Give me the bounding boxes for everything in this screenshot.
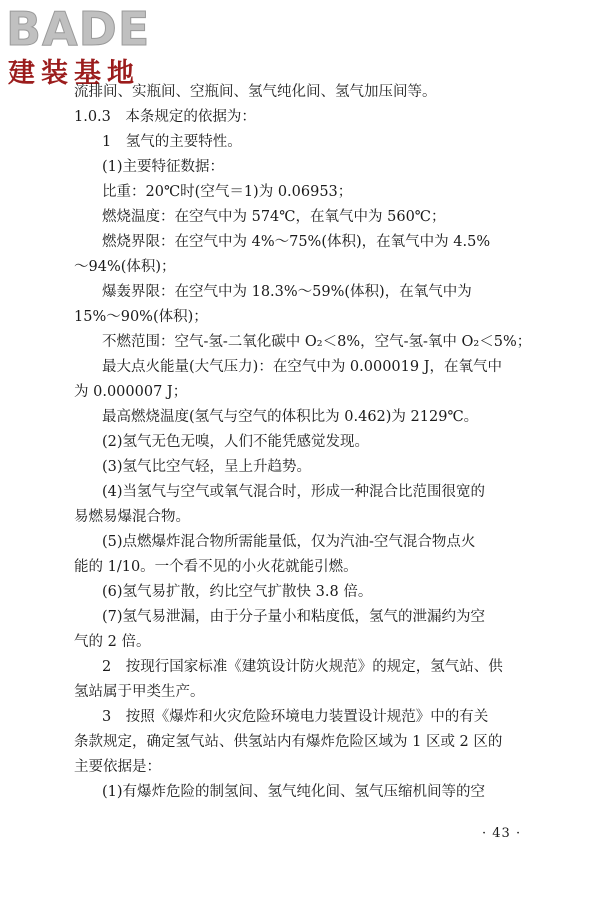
text-line: 15%～90%(体积)； [74, 309, 208, 325]
text-line: 主要依据是： [74, 759, 161, 775]
text-line: (4)当氢气与空气或氧气混合时，形成一种混合比范围很宽的 [102, 484, 486, 500]
logo-wordmark: BADE [6, 2, 151, 56]
text-line: ～94%(体积)； [74, 259, 176, 275]
text-line: (3)氢气比空气轻，呈上升趋势。 [102, 459, 312, 475]
text-line: (7)氢气易泄漏，由于分子量小和粘度低，氢气的泄漏约为空 [102, 609, 486, 625]
text-line: 易燃易爆混合物。 [74, 509, 190, 525]
text-line: 不燃范围：空气-氢-二氧化碳中 O₂＜8%，空气-氢-氧中 O₂＜5%； [102, 334, 532, 350]
text-line: 气的 2 倍。 [74, 634, 151, 650]
watermark-logo [6, 4, 176, 92]
page-number: · 43 · [482, 826, 522, 841]
logo-subtitle: 建装基地 [8, 58, 140, 89]
text-line: 燃烧界限：在空气中为 4%～75%(体积)，在氧气中为 4.5% [102, 234, 491, 250]
text-line: 1.0.3 本条规定的依据为： [74, 109, 256, 125]
text-line: (2)氢气无色无嗅，人们不能凭感觉发现。 [102, 434, 370, 450]
document-body [74, 80, 564, 805]
text-line: 2 按现行国家标准《建筑设计防火规范》的规定，氢气站、供 [102, 659, 503, 675]
text-line: 燃烧温度：在空气中为 574℃，在氧气中为 560℃； [102, 209, 446, 225]
text-line: (5)点燃爆炸混合物所需能量低，仅为汽油-空气混合物点火 [102, 534, 476, 550]
text-line: 流排间、实瓶间、空瓶间、氢气纯化间、氢气加压间等。 [74, 84, 437, 100]
text-line: (6)氢气易扩散，约比空气扩散快 3.8 倍。 [102, 584, 373, 600]
text-line: 爆轰界限：在空气中为 18.3%～59%(体积)，在氧气中为 [102, 284, 472, 300]
text-line: 氢站属于甲类生产。 [74, 684, 205, 700]
text-line: (1)有爆炸危险的制氢间、氢气纯化间、氢气压缩机间等的空 [102, 784, 486, 800]
text-line: 最高燃烧温度(氢气与空气的体积比为 0.462)为 2129℃。 [102, 409, 479, 425]
text-line: 1 氢气的主要特性。 [102, 134, 242, 150]
text-line: 条款规定，确定氢气站、供氢站内有爆炸危险区域为 1 区或 2 区的 [74, 734, 503, 750]
text-line: (1)主要特征数据： [102, 159, 225, 175]
text-line: 能的 1/10。一个看不见的小火花就能引燃。 [74, 559, 358, 575]
text-line: 最大点火能量(大气压力)：在空气中为 0.000019 J，在氧气中 [102, 359, 503, 375]
text-line: 3 按照《爆炸和火灾危险环境电力装置设计规范》中的有关 [102, 709, 489, 725]
text-line: 为 0.000007 J； [74, 384, 188, 400]
text-line: 比重：20℃时(空气＝1)为 0.06953； [102, 184, 353, 200]
